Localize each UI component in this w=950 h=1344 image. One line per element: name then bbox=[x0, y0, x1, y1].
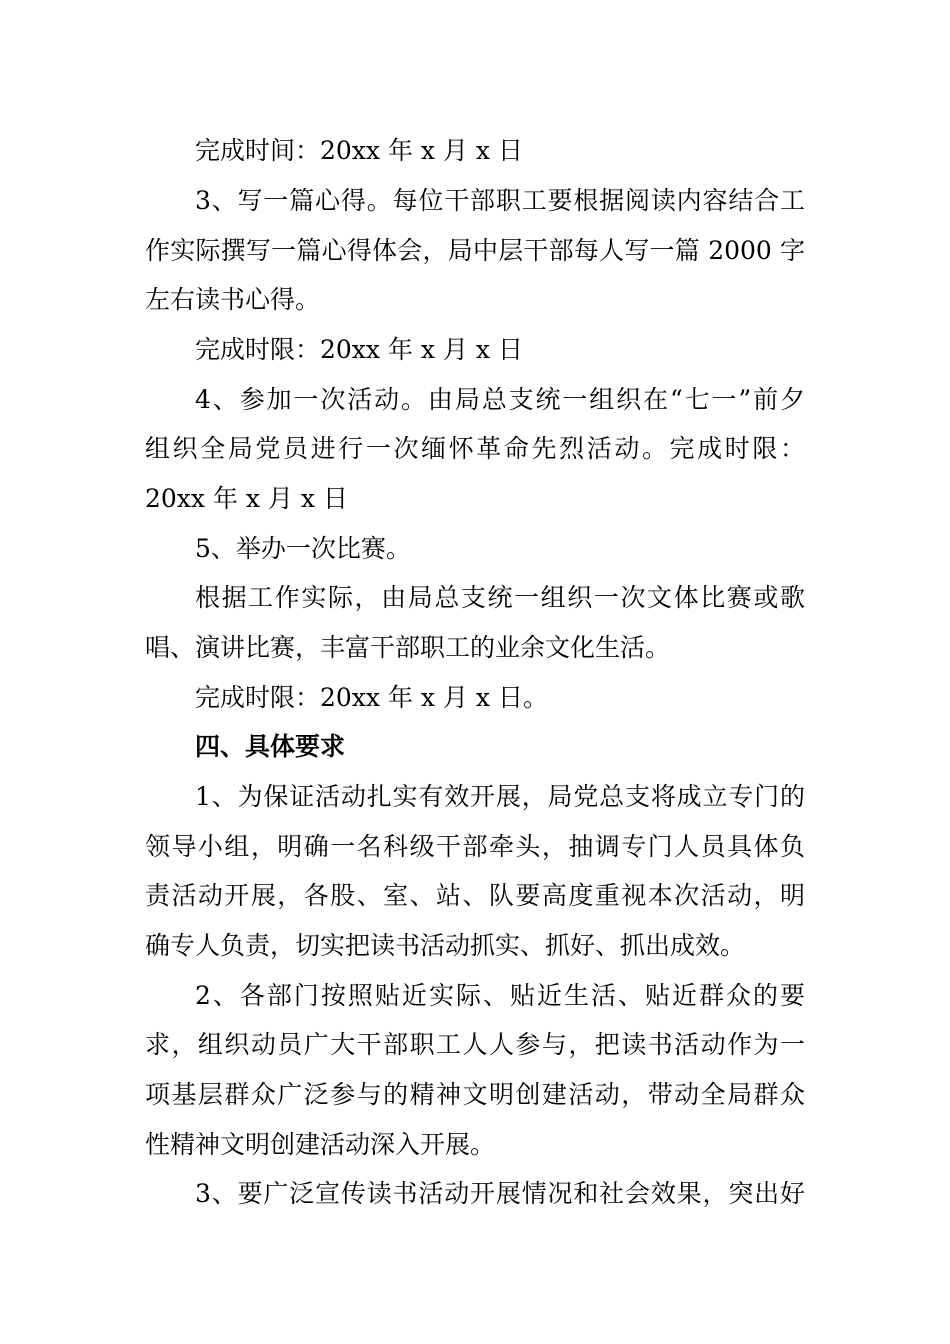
paragraph-line: 完成时限：20xx 年 x 月 x 日 bbox=[195, 335, 523, 364]
paragraph-line: 责活动开展，各股、室、站、队要高度重视本次活动，明 bbox=[145, 881, 805, 910]
paragraph-line: 5、举办一次比赛。 bbox=[195, 534, 411, 563]
paragraph-line: 2、各部门按照贴近实际、贴近生活、贴近群众的要 bbox=[195, 981, 805, 1010]
paragraph-line: 完成时限：20xx 年 x 月 x 日。 bbox=[195, 683, 548, 712]
paragraph-line: 左右读书心得。 bbox=[145, 285, 321, 314]
paragraph-line: 作实际撰写一篇心得体会，局中层干部每人写一篇 2000 字 bbox=[145, 236, 805, 265]
paragraph-line: 项基层群众广泛参与的精神文明创建活动，带动全局群众 bbox=[145, 1080, 805, 1109]
paragraph-line: 求，组织动员广大干部职工人人参与，把读书活动作为一 bbox=[145, 1030, 805, 1059]
paragraph-line: 4、参加一次活动。由局总支统一组织在“七一”前夕 bbox=[195, 385, 805, 414]
paragraph-line: 唱、演讲比赛，丰富干部职工的业余文化生活。 bbox=[145, 633, 671, 662]
paragraph-line: 确专人负责，切实把读书活动抓实、抓好、抓出成效。 bbox=[145, 931, 746, 960]
paragraph-line: 1、为保证活动扎实有效开展，局党总支将成立专门的 bbox=[195, 782, 805, 811]
paragraph-line: 3、要广泛宣传读书活动开展情况和社会效果，突出好 bbox=[195, 1179, 805, 1208]
paragraph-line: 组织全局党员进行一次缅怀革命先烈活动。完成时限： bbox=[145, 434, 805, 463]
paragraph-line: 根据工作实际，由局总支统一组织一次文体比赛或歌 bbox=[195, 583, 805, 612]
paragraph-line: 领导小组，明确一名科级干部牵头，抽调专门人员具体负 bbox=[145, 832, 805, 861]
paragraph-line: 3、写一篇心得。每位干部职工要根据阅读内容结合工 bbox=[195, 186, 805, 215]
paragraph-line: 20xx 年 x 月 x 日 bbox=[145, 484, 348, 513]
section-heading: 四、具体要求 bbox=[195, 732, 346, 761]
paragraph-line: 完成时间：20xx 年 x 月 x 日 bbox=[195, 136, 523, 165]
paragraph-line: 性精神文明创建活动深入开展。 bbox=[145, 1130, 496, 1159]
